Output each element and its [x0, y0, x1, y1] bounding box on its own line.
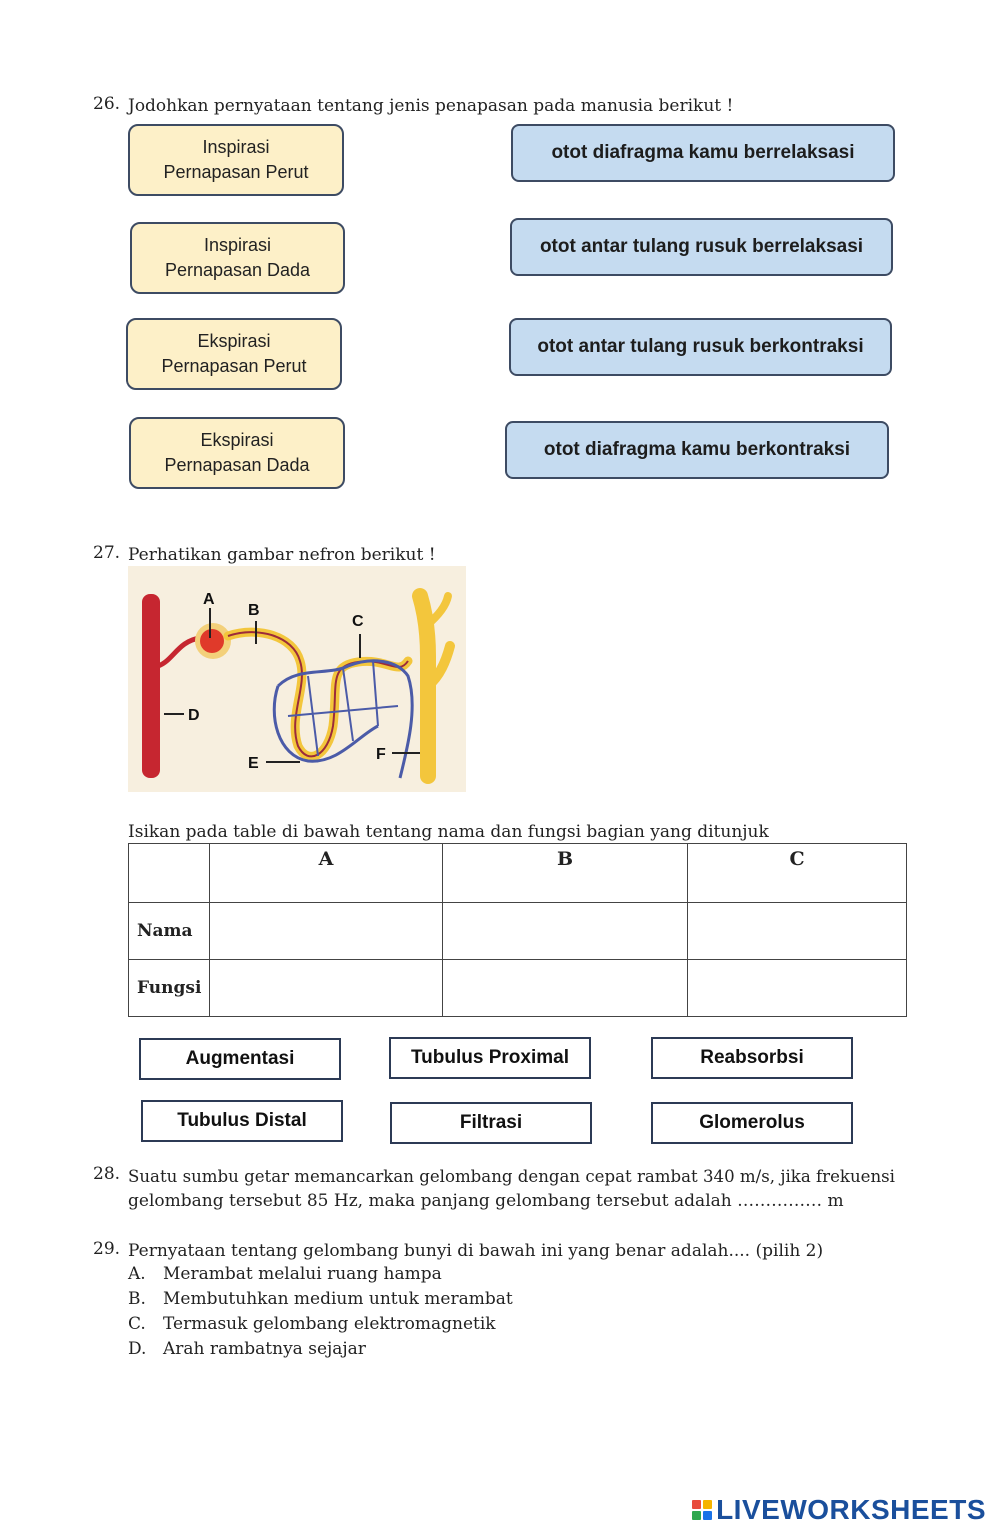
q28-number: 28.	[93, 1164, 121, 1184]
nephron-label-f: F	[376, 746, 386, 763]
nephron-label-a: A	[203, 591, 215, 608]
table-header-b: B	[443, 844, 688, 903]
answer-cell-nama-b[interactable]	[443, 903, 688, 960]
match-left-1-line1: Inspirasi	[202, 137, 270, 157]
q29-option-c-text: Termasuk gelombang elektromagnetik	[163, 1314, 496, 1334]
nephron-illustration	[128, 566, 466, 792]
answer-table	[128, 843, 907, 1017]
q29-option-a[interactable]	[128, 1264, 442, 1284]
word-bank-filtrasi[interactable]: Filtrasi	[390, 1102, 592, 1144]
q27-text: Perhatikan gambar nefron berikut !	[128, 545, 436, 565]
word-bank-reabsorbsi[interactable]: Reabsorbsi	[651, 1037, 853, 1079]
q29-option-a-letter: A.	[128, 1264, 146, 1284]
answer-cell-nama-c[interactable]	[688, 903, 907, 960]
q27-number: 27.	[93, 543, 121, 563]
q29-option-c[interactable]	[128, 1314, 496, 1334]
nephron-label-e: E	[248, 755, 259, 772]
match-left-3-line2: Pernapasan Perut	[161, 356, 307, 376]
match-left-4[interactable]	[129, 417, 345, 489]
match-left-2-line1: Inspirasi	[203, 235, 272, 255]
table-header-c: C	[688, 844, 907, 903]
answer-cell-fungsi-c[interactable]	[688, 960, 907, 1017]
match-left-1-line2: Pernapasan Perut	[163, 162, 309, 182]
answer-cell-nama-a[interactable]	[210, 903, 443, 960]
q29-option-b[interactable]	[128, 1289, 513, 1309]
q29-option-c-letter: C.	[128, 1314, 146, 1334]
match-left-2-line2: Pernapasan Dada	[164, 260, 311, 280]
match-right-4[interactable]: otot diafragma kamu berkontraksi	[505, 421, 889, 479]
table-row-label-nama: Nama	[129, 903, 210, 960]
liveworksheets-logo-text: LIVEWORKSHEETS	[716, 1494, 986, 1525]
nephron-label-b: B	[248, 602, 260, 619]
liveworksheets-logo-icon	[692, 1500, 712, 1520]
liveworksheets-logo[interactable]	[692, 1494, 986, 1526]
q29-option-b-text: Membutuhkan medium untuk merambat	[163, 1289, 513, 1309]
match-right-2[interactable]: otot antar tulang rusuk berrelaksasi	[510, 218, 893, 276]
word-bank-augmentasi[interactable]: Augmentasi	[139, 1038, 341, 1080]
q26-text: Jodohkan pernyataan tentang jenis penapasan pada manusia berikut !	[128, 96, 734, 116]
match-right-3[interactable]: otot antar tulang rusuk berkontraksi	[509, 318, 892, 376]
match-left-4-line1: Ekspirasi	[200, 430, 274, 450]
match-left-2[interactable]	[130, 222, 345, 294]
q29-number: 29.	[93, 1239, 121, 1259]
q28-line2: gelombang tersebut 85 Hz, maka panjang gelombang tersebut adalah …………… m	[128, 1191, 844, 1211]
table-corner-cell	[129, 844, 210, 903]
q27-instruction: Isikan pada table di bawah tentang nama dan fungsi bagian yang ditunjuk	[128, 822, 769, 842]
q26-number: 26.	[93, 94, 121, 114]
answer-cell-fungsi-b[interactable]	[443, 960, 688, 1017]
q29-option-d-text: Arah rambatnya sejajar	[163, 1339, 366, 1359]
match-left-3-line1: Ekspirasi	[197, 331, 271, 351]
table-row-label-fungsi: Fungsi	[129, 960, 210, 1017]
q29-text: Pernyataan tentang gelombang bunyi di bawah ini yang benar adalah.... (pilih 2)	[128, 1241, 824, 1261]
q29-option-b-letter: B.	[128, 1289, 146, 1309]
match-left-4-line2: Pernapasan Dada	[164, 455, 310, 475]
table-header-a: A	[210, 844, 443, 903]
match-left-1[interactable]	[128, 124, 344, 196]
word-bank-tubulus-distal[interactable]: Tubulus Distal	[141, 1100, 343, 1142]
nephron-label-c: C	[352, 613, 364, 630]
answer-cell-fungsi-a[interactable]	[210, 960, 443, 1017]
nephron-diagram	[128, 566, 466, 792]
q29-option-a-text: Merambat melalui ruang hampa	[163, 1264, 442, 1284]
match-right-1[interactable]: otot diafragma kamu berrelaksasi	[511, 124, 895, 182]
q29-option-d-letter: D.	[128, 1339, 147, 1359]
nephron-label-d: D	[188, 707, 200, 724]
word-bank-glomerolus[interactable]: Glomerolus	[651, 1102, 853, 1144]
word-bank-tubulus-proximal[interactable]: Tubulus Proximal	[389, 1037, 591, 1079]
q28-line1: Suatu sumbu getar memancarkan gelombang dengan cepat rambat 340 m/s, jika frekuensi	[128, 1167, 895, 1186]
q29-option-d[interactable]	[128, 1339, 366, 1359]
match-left-3[interactable]	[126, 318, 342, 390]
